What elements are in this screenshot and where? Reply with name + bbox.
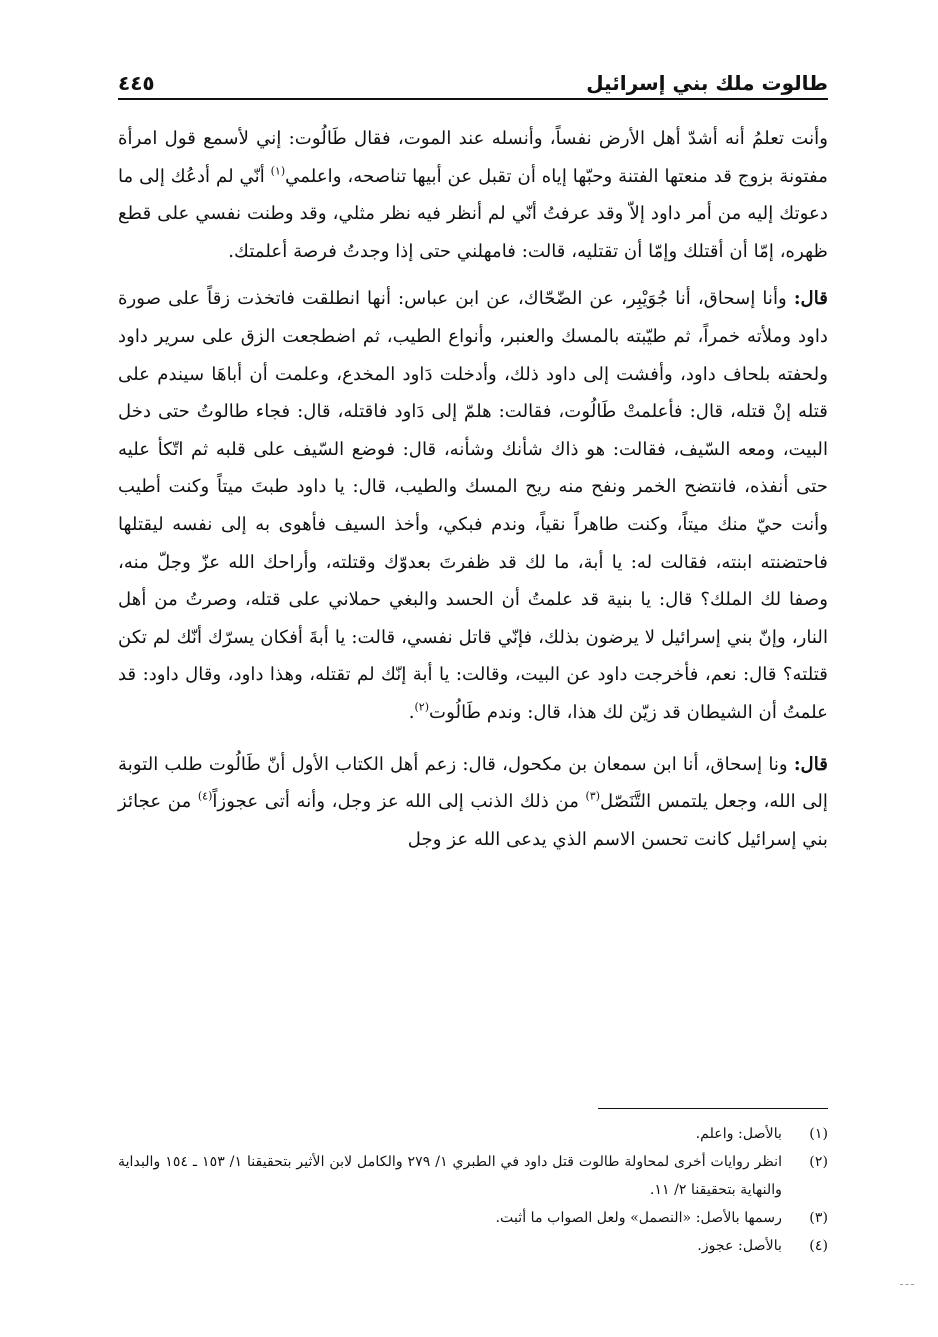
footnotes xyxy=(118,1120,828,1260)
paragraph-3-text: ونا إسحاق، أنا ابن سمعان بن مكحول، قال: زعم أهل الكتاب الأول أنّ طَالُوت طلب التوبة إلى الله، وجعل يلتمس التَّنَصّل xyxy=(118,753,828,813)
footnote-number: (٤) xyxy=(809,1238,828,1254)
page-header xyxy=(118,60,828,96)
paragraph-2-text: وأنا إسحاق، أنا جُوَيْبِر، عن الضّحّاك، عن ابن عباس: أنها انطلقت فاتخذت زقاً على صورة داود وملأته خمراً، ثم طيّبته بالمسك والعنبر، وأنواع الطيب، ثم اضطجعت الزق على سرير داود ولحفته بلحاف داود، وأفشت إلى داود ذلك، وأدخلت دَاود المخدع، وعلمت أن أباهَا سيندم على قتله إنْ قتله، قال: فأعلمتْ طَالُوت، فقالت: هلمّ إلى دَاود فاقتله، قال: فجاء طالوتُ حتى دخل البيت، ومعه السّيف، فقالت: هو ذاك شأنك وشأنه، قال: فوضع السّيف على قلبه ثم اتّكأ عليه حتى أنفذه، فانتضح الخمر ونفح منه ريح المسك والطيب، قال: يا داود طبتَ ميتاً وكنت أطيب وأنت حيّ منك ميتاً، وكنت طاهراً نقياً، وندم فبكي، وأخذ السيف فأهوى به إلى نفسه ليقتلها فاحتضنته ابنته، فقالت له: يا أبة، ما لك قد ظفرتَ بعدوّك وقتلته، وأراحك الله عزّ وجلّ منه، وصفا لك الملك؟ قال: يا بنية قد علمتُ أن الحسد والبغي حملاني على قتله، وصرتُ من أهل النار، وإنّ بني إسرائيل لا يرضون بذلك، فإنّي قاتل نفسي، قالت: يا أبةَ أفكان يسرّك أنّك لم تكن قتلته؟ قال: نعم، فأخرجت داود عن البيت، وقالت: يا أبة إنّك لم تقتله، وهذا داود، وقال داود: قد علمتُ أن الشيطان قد زيّن لك هذا، قال: وندم طَالُوت xyxy=(118,288,828,723)
paragraph-3-lead: قال: xyxy=(793,753,828,775)
footnote-ref-2: (٢) xyxy=(414,700,430,714)
page-number: ٤٤٥ xyxy=(118,71,155,95)
paragraph-1 xyxy=(118,120,828,270)
scan-artifact xyxy=(900,1284,914,1285)
footnote-text: بالأصل: عجوز. xyxy=(697,1238,782,1254)
footnote-text: انظر روايات أخرى لمحاولة طالوت قتل داود في الطبري ١/ ٢٧٩ والكامل لابن الأثير بتحقيقنا ١/ ١٥٣ ـ ١٥٤ والبداية والنهاية بتحقيقنا ٢/ ١١. xyxy=(118,1154,783,1198)
footnote-4 xyxy=(118,1232,828,1260)
footnote-2 xyxy=(118,1148,828,1204)
paragraph-2 xyxy=(118,280,828,731)
main-text xyxy=(118,120,828,872)
footnote-number: (٢) xyxy=(809,1154,828,1170)
footnote-1 xyxy=(118,1120,828,1148)
paragraph-1-text: وأنت تعلمُ أنه أشدّ أهل الأرض نفساً، وأنسله عند الموت، فقال طَالُوت: إني لأسمع قول امرأة مفتونة بزوج قد منعتها الفتنة وحبّها إياه أن تقبل عن أبيها تناصحه، واعلمي xyxy=(118,128,828,187)
running-title: طالوت ملك بني إسرائيل xyxy=(586,71,828,95)
footnote-3 xyxy=(118,1204,828,1232)
footnote-text: رسمها بالأصل: «النصمل» ولعل الصواب ما أثبت. xyxy=(495,1210,782,1226)
paragraph-3-text-after-2: من عجائز بني إسرائيل كانت تحسن الاسم الذي يدعى الله عز وجل xyxy=(118,791,828,850)
footnote-number: (٣) xyxy=(809,1210,828,1226)
footnote-text: بالأصل: واعلم. xyxy=(695,1126,782,1142)
footnote-ref-1: (١) xyxy=(270,163,286,177)
footnote-separator xyxy=(598,1108,828,1109)
paragraph-1-text-after: أنّي لم أدعُك إلى ما دعوتك إليه من أمر داود إلاّ وقد عرفتُ أنّي لم أنظر فيه نظر مثلي، وقد وطنت نفسي على قطع ظهره، إمّا أن أقتلك وإمّا أن تقتليه، قالت: فامهلني حتى إذا وجدتُ فرصة أعلمتك. xyxy=(118,165,828,262)
paragraph-2-text-after: . xyxy=(408,701,415,723)
footnote-ref-4: (٤) xyxy=(197,789,213,803)
footnote-ref-3: (٣) xyxy=(585,789,600,803)
footnote-number: (١) xyxy=(809,1126,828,1142)
paragraph-3 xyxy=(118,746,828,859)
header-rule xyxy=(118,98,828,100)
paragraph-3-text-after: من ذلك الذنب إلى الله عز وجل، وأنه أتى عجوزاً xyxy=(212,791,586,813)
paragraph-2-lead: قال: xyxy=(793,288,828,310)
